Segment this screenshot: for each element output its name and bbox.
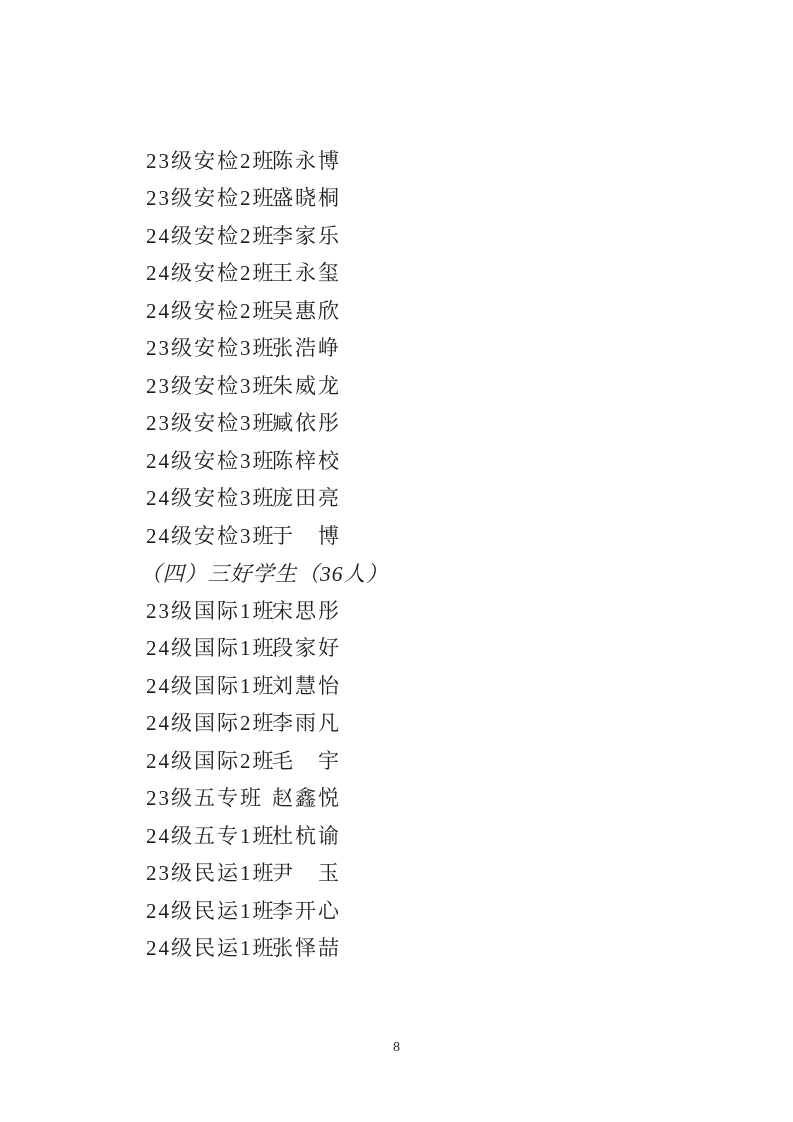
student-name: 王永玺 [272,261,341,286]
student-name: 李家乐 [272,223,341,248]
document-line [146,929,753,967]
class-label: 24级安检3班 [146,448,276,473]
class-label: 24级安检2班 [146,223,276,248]
student-name: 吴惠欣 [272,298,341,323]
class-label: 23级安检2班 [146,148,276,173]
class-label: 23级安检2班 [146,186,276,211]
class-label: 23级五专班 [146,786,263,811]
document-line [146,591,753,629]
class-label: 24级国际2班 [146,748,276,773]
student-name: 盛晓桐 [272,186,341,211]
class-label: 24级民运1班 [146,936,276,961]
document-line [146,291,753,329]
document-line [146,404,753,442]
student-name: 赵鑫悦 [272,786,341,811]
student-name: 张浩峥 [272,336,341,361]
document-line [146,141,753,179]
document-line [146,666,753,704]
document-line [146,854,753,892]
student-name: 臧依彤 [272,411,341,436]
student-name: 杜杭谕 [272,823,341,848]
class-label: 24级安检3班 [146,486,276,511]
document-line [140,554,753,592]
student-name: 张怿喆 [272,936,341,961]
class-label: 23级安检3班 [146,411,276,436]
student-name: 于 博 [272,523,341,548]
student-name: 宋思彤 [272,598,341,623]
document-line [146,741,753,779]
class-label: 23级民运1班 [146,861,276,886]
class-label: 24级民运1班 [146,898,276,923]
document-line [146,216,753,254]
student-name: 段家好 [272,636,341,661]
document-line [146,629,753,667]
student-name: 陈永博 [272,148,341,173]
class-label: 24级安检3班 [146,523,276,548]
document-line [146,779,753,817]
document-line [146,254,753,292]
document-line [146,366,753,404]
student-name: 刘慧怡 [272,673,341,698]
student-name: 李开心 [272,898,341,923]
document-line [146,516,753,554]
class-label: 24级安检2班 [146,261,276,286]
class-label: 24级国际1班 [146,636,276,661]
document-line [146,891,753,929]
student-name: 毛 宇 [272,748,341,773]
class-label: 24级五专1班 [146,823,276,848]
student-name: 李雨凡 [272,711,341,736]
student-award-list [140,141,753,966]
class-label: 24级国际1班 [146,673,276,698]
document-line [146,329,753,367]
class-label: 23级安检3班 [146,373,276,398]
document-line [146,179,753,217]
class-label: 24级国际2班 [146,711,276,736]
document-line [146,704,753,742]
student-name: 庞田亮 [272,486,341,511]
page-number: 8 [393,1040,400,1055]
document-line [146,816,753,854]
document-line [146,441,753,479]
document-line [146,479,753,517]
section-heading: （四）三好学生（36人） [140,561,389,586]
class-label: 23级国际1班 [146,598,276,623]
class-label: 23级安检3班 [146,336,276,361]
class-label: 24级安检2班 [146,298,276,323]
student-name: 尹 玉 [272,861,341,886]
student-name: 朱威龙 [272,373,341,398]
student-name: 陈梓校 [272,448,341,473]
